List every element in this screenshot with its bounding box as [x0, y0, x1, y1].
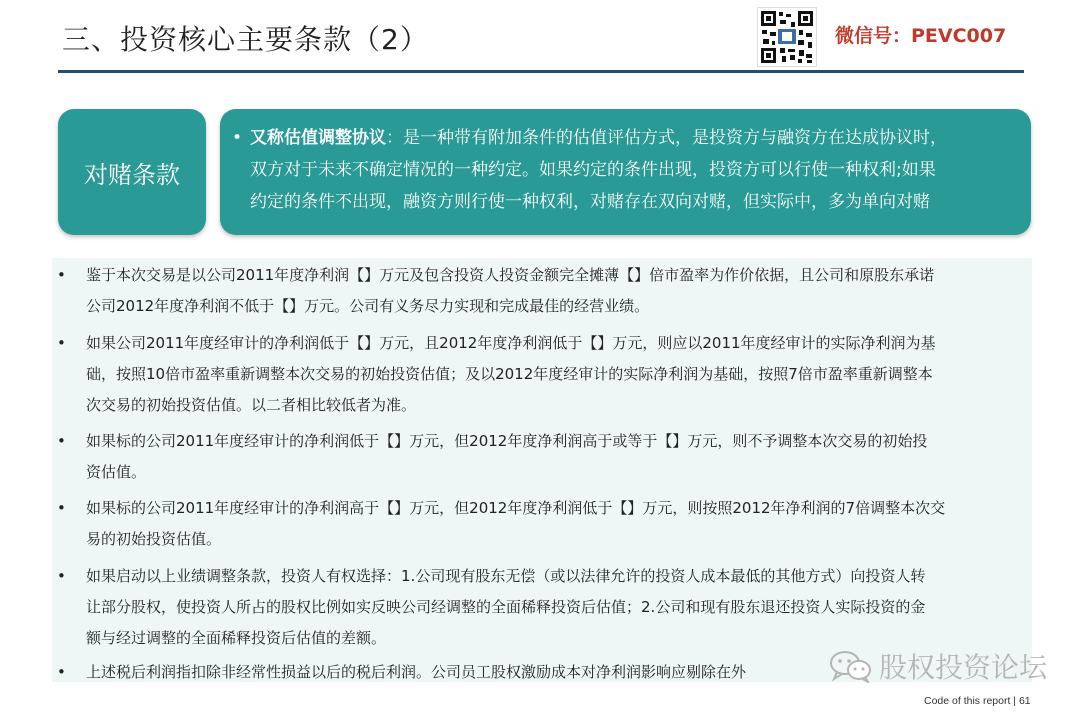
item-line: 上述税后利润指扣除非经常性损益以后的税后利润。公司员工股权激励成本对净利润影响应剔除在外: [86, 663, 747, 681]
definition-text: 双方对于未来不确定情况的一种约定。如果约定的条件出现，投资方可以行使一种权利;如果: [250, 160, 936, 180]
definition-term: 又称估值调整协议: [250, 128, 386, 148]
definition-line: [232, 154, 1021, 186]
watermark: [829, 646, 1047, 686]
qr-code-icon: [757, 7, 817, 67]
item-line: 额与经过调整的全面稀释投资后估值的差额。: [86, 629, 387, 647]
item-line: 次交易的初始投资估值。以二者相比较低者为准。: [86, 396, 417, 414]
item-line: 鉴于本次交易是以公司2011年度净利润【】万元及包含投资人投资金额完全摊薄【】倍市盈率为作价依据，且公司和原股东承诺: [86, 266, 935, 284]
item-line: 如果公司2011年度经审计的净利润低于【】万元，且2012年度净利润低于【】万元，则应以2011年度经审计的实际净利润为基: [86, 334, 936, 352]
bullet: •: [232, 128, 243, 148]
item-line: 础，按照10倍市盈率重新调整本次交易的初始投资估值；及以2012年度经审计的实际净利润为基础，按照7倍市盈率重新调整本: [86, 365, 933, 383]
item-line: 如果标的公司2011年度经审计的净利润低于【】万元，但2012年度净利润高于或等于【】万元，则不予调整本次交易的初始投: [86, 432, 928, 450]
watermark-text: 股权投资论坛: [879, 651, 1048, 684]
item-line: 如果启动以上业绩调整条款，投资人有权选择：1.公司现有股东无偿（或以法律允许的投资人成本最低的其他方式）向投资人转: [86, 567, 926, 585]
footer-page-info: Code of this report | 61: [924, 695, 1031, 707]
bullet: •: [57, 266, 66, 284]
bullet: •: [57, 334, 66, 352]
definition-box: [220, 109, 1031, 235]
bullet: •: [57, 663, 66, 681]
definition-line: [232, 186, 1021, 218]
definition-line: [232, 122, 1021, 154]
wechat-icon: [829, 649, 873, 683]
definition-text: ：是一种带有附加条件的估值评估方式，是投资方与融资方在达成协议时，: [386, 128, 947, 148]
item-line: 资估值。: [86, 463, 147, 481]
bullet: •: [57, 567, 66, 585]
bullet: •: [57, 432, 66, 450]
definition-text: 约定的条件不出现，融资方则行使一种权利，对赌存在双向对赌，但实际中，多为单向对赌: [250, 192, 930, 212]
term-label: 对赌条款: [84, 160, 180, 189]
item-line: 如果标的公司2011年度经审计的净利润高于【】万元，但2012年度净利润低于【】万元，则按照2012年净利润的7倍调整本次交: [86, 499, 946, 517]
wechat-id: 微信号：PEVC007: [835, 25, 1007, 47]
page-title: 三、投资核心主要条款（2）: [62, 23, 429, 56]
term-label-box: [58, 109, 206, 235]
title-divider: [58, 70, 1024, 73]
bullet: •: [57, 499, 66, 517]
item-line: 易的初始投资估值。: [86, 530, 222, 548]
terms-list: [52, 258, 1032, 682]
item-line: 让部分股权，使投资人所占的股权比例如实反映公司经调整的全面稀释投资后估值；2.公司和现有股东退还投资人实际投资的金: [86, 598, 926, 616]
item-line: 公司2012年度净利润不低于【】万元。公司有义务尽力实现和完成最佳的经营业绩。: [86, 297, 650, 315]
